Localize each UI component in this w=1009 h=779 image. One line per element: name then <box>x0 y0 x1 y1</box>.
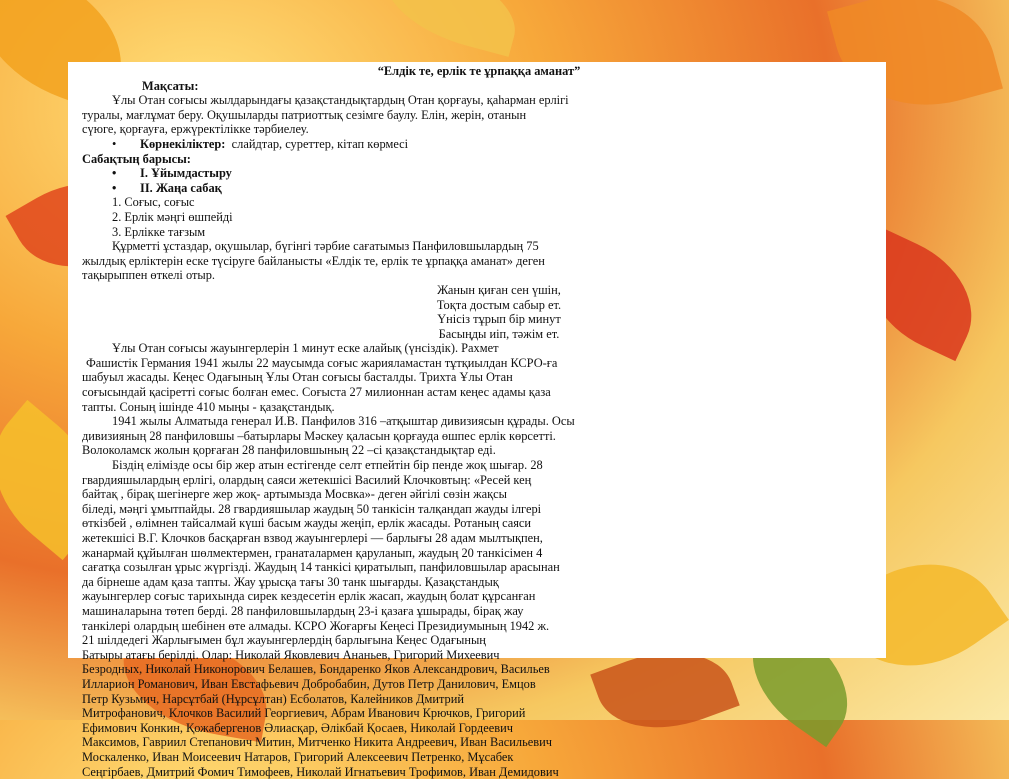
para3-line: Біздің елімізде осы бір жер атын естігенде селт етпейтін бір пенде жоқ шығар. 28 <box>82 458 876 473</box>
para1-line: шабуыл жасады. Кеңес Одағының Ұлы Отан соғысы басталды. Трихта Ұлы Отан <box>82 370 876 385</box>
para1-line: соғысындай қасіретті соғыс болған емес. Соғыста 27 милионнан астам кеңес адамы қаза <box>82 385 876 400</box>
poem-line: Жанын қиған сен үшін, <box>82 283 876 298</box>
para3-line: сағатқа созылған ұрыс жүргізді. Жаудың 14 танкісі қиратылып, панфиловшылар арасынан <box>82 560 876 575</box>
korneki-label: Көрнекіліктер: <box>140 137 225 151</box>
maqsaty-line: Ұлы Отан соғысы жылдарындағы қазақстандықтардың Отан қорғауы, қаһарман ерлігі <box>82 93 876 108</box>
poem-line: Үнісіз тұрып бір минут <box>82 312 876 327</box>
para3-line: байтақ , бірақ шегінерге жер жоқ- артымызда Мосвка»- деген әйгілі сөзін жақсы <box>82 487 876 502</box>
maqsaty-line: туралы, мағлұмат беру. Оқушыларды патриоттық сезімге баулу. Елін, жерін, отанын <box>82 108 876 123</box>
para2-line: дивизияның 28 панфиловшы –батырлары Мәскеу қаласын қорғауда өшпес ерлік көрсетті. <box>82 429 876 444</box>
intro-line: Құрметті ұстаздар, оқушылар, бүгінгі тәрбие сағатымыз Панфиловшылардың 75 <box>82 239 876 254</box>
korneki-item <box>82 137 876 152</box>
para3-line: Москаленко, Иван Моисеевич Натаров, Григорий Алексеевич Петренко, Мұсабек <box>82 750 876 765</box>
maqsaty-label: Мақсаты: <box>82 79 876 94</box>
para3-line: Батыры атағы берілді. Олар: Николай Яковлевич Ананьев, Григорий Михеевич <box>82 648 876 663</box>
document-title: “Елдік те, ерлік те ұрпаққа аманат” <box>82 64 876 79</box>
para3-line: жауынгерлер соғыс тарихында сирек кездесетін ерлік жасап, жаудың болат құрсанған <box>82 589 876 604</box>
para3-line: жанармай құйылған шөлмектермен, гранаталармен қаруланып, жаудың 20 танкісімен 4 <box>82 546 876 561</box>
para1-line: Ұлы Отан соғысы жауынгерлерін 1 минут еске алайық (үнсіздік). Рахмет <box>82 341 876 356</box>
document-page <box>68 62 886 658</box>
step-item: • І. Ұйымдастыру <box>82 166 876 181</box>
para3-line: өткізбей , өлімнен тайсалмай күші басым жауды жеңіп, ерлік жасады. Ротаның саяси <box>82 516 876 531</box>
para3-line: да бірнеше адам қаза тапты. Жау ұрысқа тағы 30 танк шығарды. Қазақстандық <box>82 575 876 590</box>
numbered-item: 3. Ерлікке тағзым <box>82 225 876 240</box>
step-item: • ІІ. Жаңа сабақ <box>82 181 876 196</box>
para3-line: Митрофанович, Клочков Василий Георгиевич, Абрам Иванович Крючков, Григорий <box>82 706 876 721</box>
barysy-label: Сабақтың барысы: <box>82 152 876 167</box>
para1-line: Фашистік Германия 1941 жылы 22 маусымда соғыс жарияламастан тұтқиылдан КСРО-ға <box>82 356 876 371</box>
para3-line: 21 шілдедегі Жарлығымен бұл жауынгерлердің барлығына Кеңес Одағының <box>82 633 876 648</box>
para3-line: гвардияшылардың ерлігі, олардың саяси жетекшісі Василий Клочковтың: «Ресей кең <box>82 473 876 488</box>
poem-line: Тоқта достым сабыр ет. <box>82 298 876 313</box>
poem-line: Басыңды иіп, тәжім ет. <box>82 327 876 342</box>
para3-line: машиналарына төтеп берді. 28 панфиловшылардың 23-і қазаға ұшырады, бірақ жау <box>82 604 876 619</box>
para3-line: танкілері олардың шебінен өте алмады. КСРО Жоғарғы Кеңесі Президиумының 1942 ж. <box>82 619 876 634</box>
para3-line: Безродных, Николай Никонорович Белашев, Бондаренко Яков Александрович, Васильев <box>82 662 876 677</box>
para2-line: 1941 жылы Алматыда генерал И.В. Панфилов 316 –атқыштар дивизиясын құрады. Осы <box>82 414 876 429</box>
para3-line: біледі, мәңгі ұмытпайды. 28 гвардияшылар жаудың 50 танкісін талқандап жауды ілгері <box>82 502 876 517</box>
intro-line: тақырыппен өткелі отыр. <box>82 268 876 283</box>
intro-line: жылдық ерліктерін еске түсіруге байланысты «Елдік те, ерлік те ұрпаққа аманат» деген <box>82 254 876 269</box>
numbered-item: 1. Соғыс, соғыс <box>82 195 876 210</box>
maqsaty-line: сүюге, қорғауға, ержүректілікке тәрбиелеу. <box>82 122 876 137</box>
para3-line: Петр Кузьмич, Нарсұтбай (Нұрсұлтан) Есболатов, Калейников Дмитрий <box>82 692 876 707</box>
para3-line: Сеңгірбаев, Дмитрий Фомич Тимофеев, Николай Игнатьевич Трофимов, Иван Демидович <box>82 765 876 779</box>
para3-line: Максимов, Гавриил Степанович Митин, Митченко Никита Андреевич, Иван Васильевич <box>82 735 876 750</box>
para3-line: жетекшісі В.Г. Клочков басқарған взвод жауынгерлері — барлығы 28 адам мылтықпен, <box>82 531 876 546</box>
numbered-item: 2. Ерлік мәңгі өшпейді <box>82 210 876 225</box>
leaf-decoration <box>373 0 526 57</box>
korneki-text: слайдтар, суреттер, кітап көрмесі <box>232 137 408 151</box>
para3-line: Илларион Романович, Иван Евстафьевич Добробабин, Дутов Петр Данилович, Емцов <box>82 677 876 692</box>
para2-line: Волоколамск жолын қорғаған 28 панфиловшының 22 –сі қазақстандықтар еді. <box>82 443 876 458</box>
para3-line: Ефимович Конкин, Қожабергенов Әлиасқар, Әлікбай Қосаев, Николай Гордеевич <box>82 721 876 736</box>
para1-line: тапты. Соның ішінде 410 мыңы - қазақстандық. <box>82 400 876 415</box>
